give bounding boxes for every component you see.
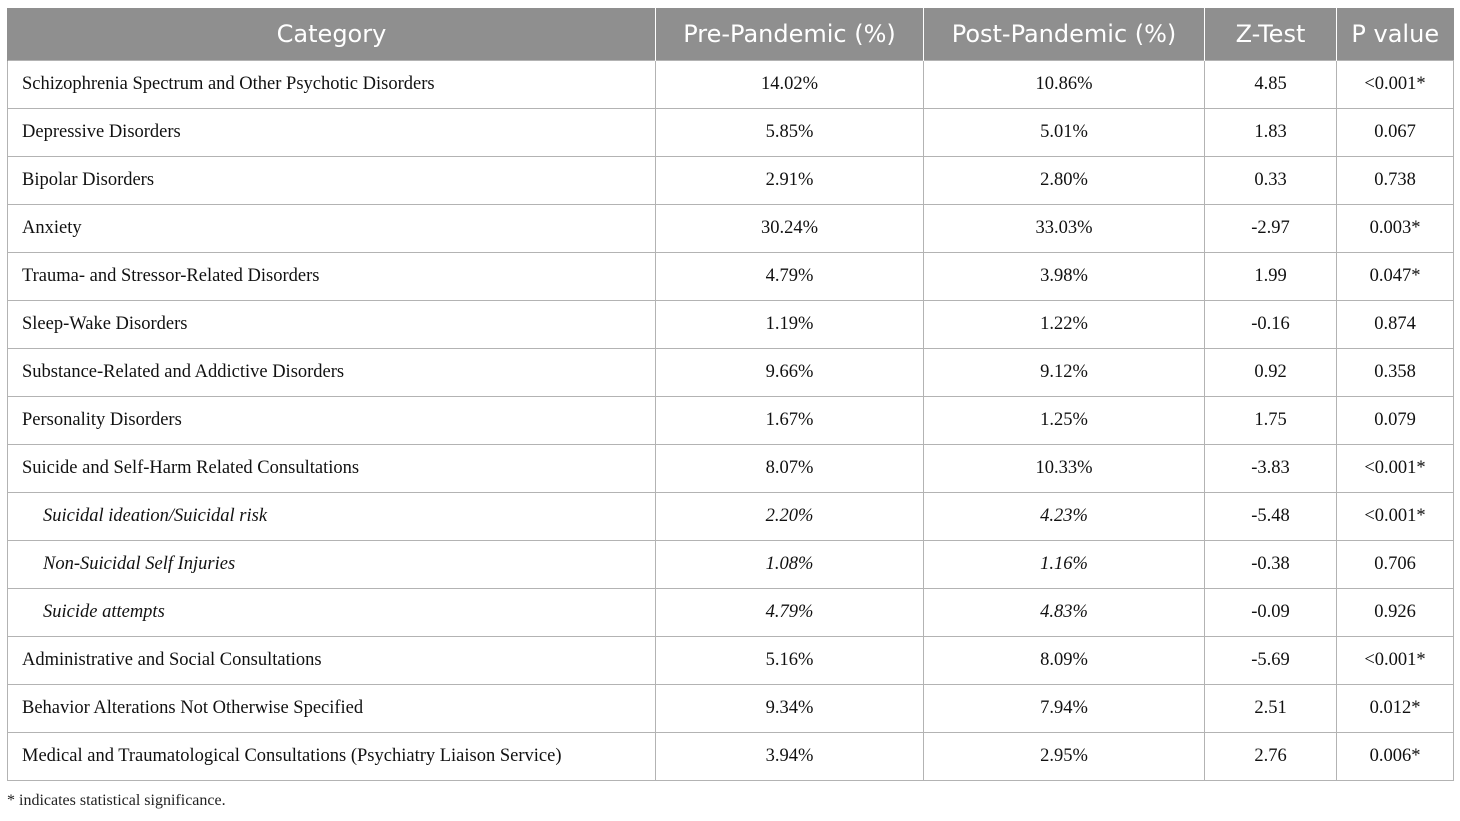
table-body [8, 61, 1454, 781]
z-test-cell: 1.99 [1205, 253, 1337, 301]
p-value-cell: <0.001* [1337, 445, 1454, 493]
category-cell: Behavior Alterations Not Otherwise Specified [8, 685, 656, 733]
table-header-row [8, 8, 1454, 61]
z-test-cell: -0.16 [1205, 301, 1337, 349]
post-pandemic-cell: 1.25% [924, 397, 1205, 445]
table-row [8, 493, 1454, 541]
table-row [8, 685, 1454, 733]
post-pandemic-cell: 2.95% [924, 733, 1205, 781]
z-test-cell: 2.76 [1205, 733, 1337, 781]
results-table [7, 8, 1454, 781]
header-pre-pandemic: Pre-Pandemic (%) [656, 8, 924, 61]
p-value-cell: 0.738 [1337, 157, 1454, 205]
table-footnote: * indicates statistical significance. [7, 792, 226, 809]
results-table-container [7, 8, 1453, 781]
post-pandemic-cell: 3.98% [924, 253, 1205, 301]
pre-pandemic-cell: 3.94% [656, 733, 924, 781]
table-row [8, 205, 1454, 253]
z-test-cell: -5.69 [1205, 637, 1337, 685]
category-cell: Depressive Disorders [8, 109, 656, 157]
table-row [8, 541, 1454, 589]
p-value-cell: 0.067 [1337, 109, 1454, 157]
post-pandemic-cell: 2.80% [924, 157, 1205, 205]
pre-pandemic-cell: 2.91% [656, 157, 924, 205]
category-cell: Suicide and Self-Harm Related Consultations [8, 445, 656, 493]
pre-pandemic-cell: 2.20% [656, 493, 924, 541]
p-value-cell: 0.003* [1337, 205, 1454, 253]
table-row [8, 397, 1454, 445]
z-test-cell: 2.51 [1205, 685, 1337, 733]
pre-pandemic-cell: 5.16% [656, 637, 924, 685]
post-pandemic-cell: 8.09% [924, 637, 1205, 685]
z-test-cell: 1.83 [1205, 109, 1337, 157]
p-value-cell: <0.001* [1337, 61, 1454, 109]
header-z-test: Z-Test [1205, 8, 1337, 61]
p-value-cell: 0.358 [1337, 349, 1454, 397]
pre-pandemic-cell: 4.79% [656, 589, 924, 637]
z-test-cell: 0.33 [1205, 157, 1337, 205]
pre-pandemic-cell: 1.19% [656, 301, 924, 349]
p-value-cell: 0.079 [1337, 397, 1454, 445]
p-value-cell: 0.006* [1337, 733, 1454, 781]
table-row [8, 349, 1454, 397]
category-cell: Bipolar Disorders [8, 157, 656, 205]
p-value-cell: <0.001* [1337, 493, 1454, 541]
pre-pandemic-cell: 5.85% [656, 109, 924, 157]
table-row [8, 637, 1454, 685]
category-cell: Personality Disorders [8, 397, 656, 445]
post-pandemic-cell: 10.33% [924, 445, 1205, 493]
pre-pandemic-cell: 30.24% [656, 205, 924, 253]
category-cell: Anxiety [8, 205, 656, 253]
z-test-cell: -3.83 [1205, 445, 1337, 493]
category-cell: Non-Suicidal Self Injuries [8, 541, 656, 589]
z-test-cell: -5.48 [1205, 493, 1337, 541]
post-pandemic-cell: 1.16% [924, 541, 1205, 589]
header-post-pandemic: Post-Pandemic (%) [924, 8, 1205, 61]
p-value-cell: 0.012* [1337, 685, 1454, 733]
p-value-cell: 0.874 [1337, 301, 1454, 349]
category-cell: Trauma- and Stressor-Related Disorders [8, 253, 656, 301]
post-pandemic-cell: 4.83% [924, 589, 1205, 637]
category-cell: Schizophrenia Spectrum and Other Psychotic Disorders [8, 61, 656, 109]
pre-pandemic-cell: 9.34% [656, 685, 924, 733]
table-row [8, 301, 1454, 349]
p-value-cell: 0.706 [1337, 541, 1454, 589]
z-test-cell: -2.97 [1205, 205, 1337, 253]
post-pandemic-cell: 10.86% [924, 61, 1205, 109]
category-cell: Substance-Related and Addictive Disorders [8, 349, 656, 397]
table-row [8, 157, 1454, 205]
post-pandemic-cell: 7.94% [924, 685, 1205, 733]
category-cell: Sleep-Wake Disorders [8, 301, 656, 349]
table-row [8, 253, 1454, 301]
post-pandemic-cell: 1.22% [924, 301, 1205, 349]
table-row [8, 589, 1454, 637]
pre-pandemic-cell: 9.66% [656, 349, 924, 397]
post-pandemic-cell: 9.12% [924, 349, 1205, 397]
category-cell: Suicidal ideation/Suicidal risk [8, 493, 656, 541]
table-row [8, 733, 1454, 781]
pre-pandemic-cell: 1.08% [656, 541, 924, 589]
pre-pandemic-cell: 1.67% [656, 397, 924, 445]
post-pandemic-cell: 33.03% [924, 205, 1205, 253]
table-row [8, 61, 1454, 109]
table-row [8, 445, 1454, 493]
post-pandemic-cell: 5.01% [924, 109, 1205, 157]
header-p-value: P value [1337, 8, 1454, 61]
z-test-cell: 4.85 [1205, 61, 1337, 109]
category-cell: Suicide attempts [8, 589, 656, 637]
pre-pandemic-cell: 8.07% [656, 445, 924, 493]
pre-pandemic-cell: 14.02% [656, 61, 924, 109]
z-test-cell: 1.75 [1205, 397, 1337, 445]
p-value-cell: 0.047* [1337, 253, 1454, 301]
table-row [8, 109, 1454, 157]
p-value-cell: 0.926 [1337, 589, 1454, 637]
z-test-cell: 0.92 [1205, 349, 1337, 397]
pre-pandemic-cell: 4.79% [656, 253, 924, 301]
category-cell: Medical and Traumatological Consultations (Psychiatry Liaison Service) [8, 733, 656, 781]
post-pandemic-cell: 4.23% [924, 493, 1205, 541]
p-value-cell: <0.001* [1337, 637, 1454, 685]
z-test-cell: -0.38 [1205, 541, 1337, 589]
category-cell: Administrative and Social Consultations [8, 637, 656, 685]
z-test-cell: -0.09 [1205, 589, 1337, 637]
header-category: Category [8, 8, 656, 61]
